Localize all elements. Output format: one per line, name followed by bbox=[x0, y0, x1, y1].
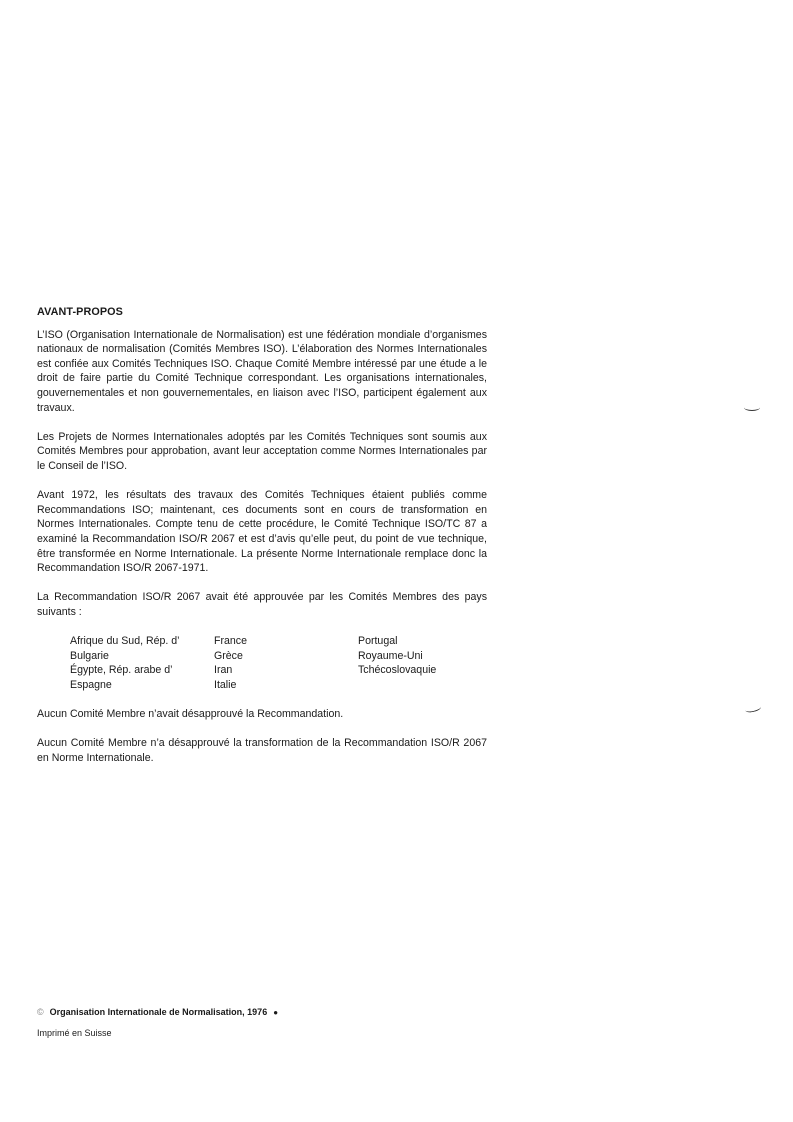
margin-scan-mark bbox=[744, 703, 761, 713]
country-item: Afrique du Sud, Rép. d’ bbox=[70, 635, 180, 648]
country-item: France bbox=[214, 635, 247, 648]
copyright-text: Organisation Internationale de Normalisation, 1976 bbox=[49, 1007, 268, 1017]
copyright-line bbox=[37, 1007, 278, 1017]
bullet-icon: ● bbox=[273, 1007, 279, 1017]
section-heading: AVANT-PROPOS bbox=[37, 306, 123, 318]
margin-scan-mark bbox=[744, 404, 760, 411]
country-item: Grèce bbox=[214, 649, 243, 662]
country-item: Tchécoslovaquie bbox=[358, 664, 437, 677]
country-item: Égypte, Rép. arabe d’ bbox=[70, 664, 173, 677]
copyright-icon: © bbox=[37, 1007, 44, 1017]
foreword-section bbox=[37, 305, 487, 780]
paragraph-draft-approval: Les Projets de Normes Internationales adoptés par les Comités Techniques sont soumis aux Comités Membres pour approbation, avant leur acceptation comme Normes Internationales par le Conseil de l’ISO. bbox=[37, 430, 487, 472]
paragraph-approval-countries: La Recommandation ISO/R 2067 avait été approuvée par les Comités Membres des pays suivants : bbox=[37, 591, 487, 618]
country-item: Royaume-Uni bbox=[358, 649, 423, 662]
page-footer bbox=[37, 1007, 278, 1038]
paragraph-no-disapproval-transformation: Aucun Comité Membre n’a désapprouvé la transformation de la Recommandation ISO/R 2067 en Norme Internationale. bbox=[37, 737, 487, 764]
paragraph-iso-intro: L’ISO (Organisation Internationale de Normalisation) est une fédération mondiale d’organismes nationaux de normalisation (Comités Membres ISO). L’élaboration des Normes Internationales est confiée aux Comités Techniques ISO. Chaque Comité Membre intéressé par une étude a le droit de faire partie du Comité Technique correspondant. Les organisations internationales, gouvernementales et non gouvernementales, en liaison avec l’ISO, participent également aux travaux. bbox=[37, 328, 487, 414]
country-item: Iran bbox=[214, 664, 233, 677]
printed-in: Imprimé en Suisse bbox=[37, 1028, 112, 1038]
paragraph-history: Avant 1972, les résultats des travaux des Comités Techniques étaient publiés comme Recommandations ISO; maintenant, ces documents sont en cours de transformation en Normes Internationales. Compte tenu de cette procédure, le Comité Technique ISO/TC 87 a examiné la Recommandation ISO/R 2067 et est d’avis qu’elle peut, du point de vue technique, être transformée en Norme Internationale. La présente Norme Internationale remplace donc la Recommandation ISO/R 2067-1971. bbox=[37, 489, 487, 575]
country-list bbox=[70, 634, 487, 692]
country-item bbox=[358, 678, 502, 693]
paragraph-no-disapproval: Aucun Comité Membre n’avait désapprouvé la Recommandation. bbox=[37, 708, 344, 721]
country-item: Italie bbox=[214, 678, 237, 691]
country-item: Espagne bbox=[70, 678, 112, 691]
country-item: Portugal bbox=[358, 635, 398, 648]
country-item: Bulgarie bbox=[70, 649, 109, 662]
